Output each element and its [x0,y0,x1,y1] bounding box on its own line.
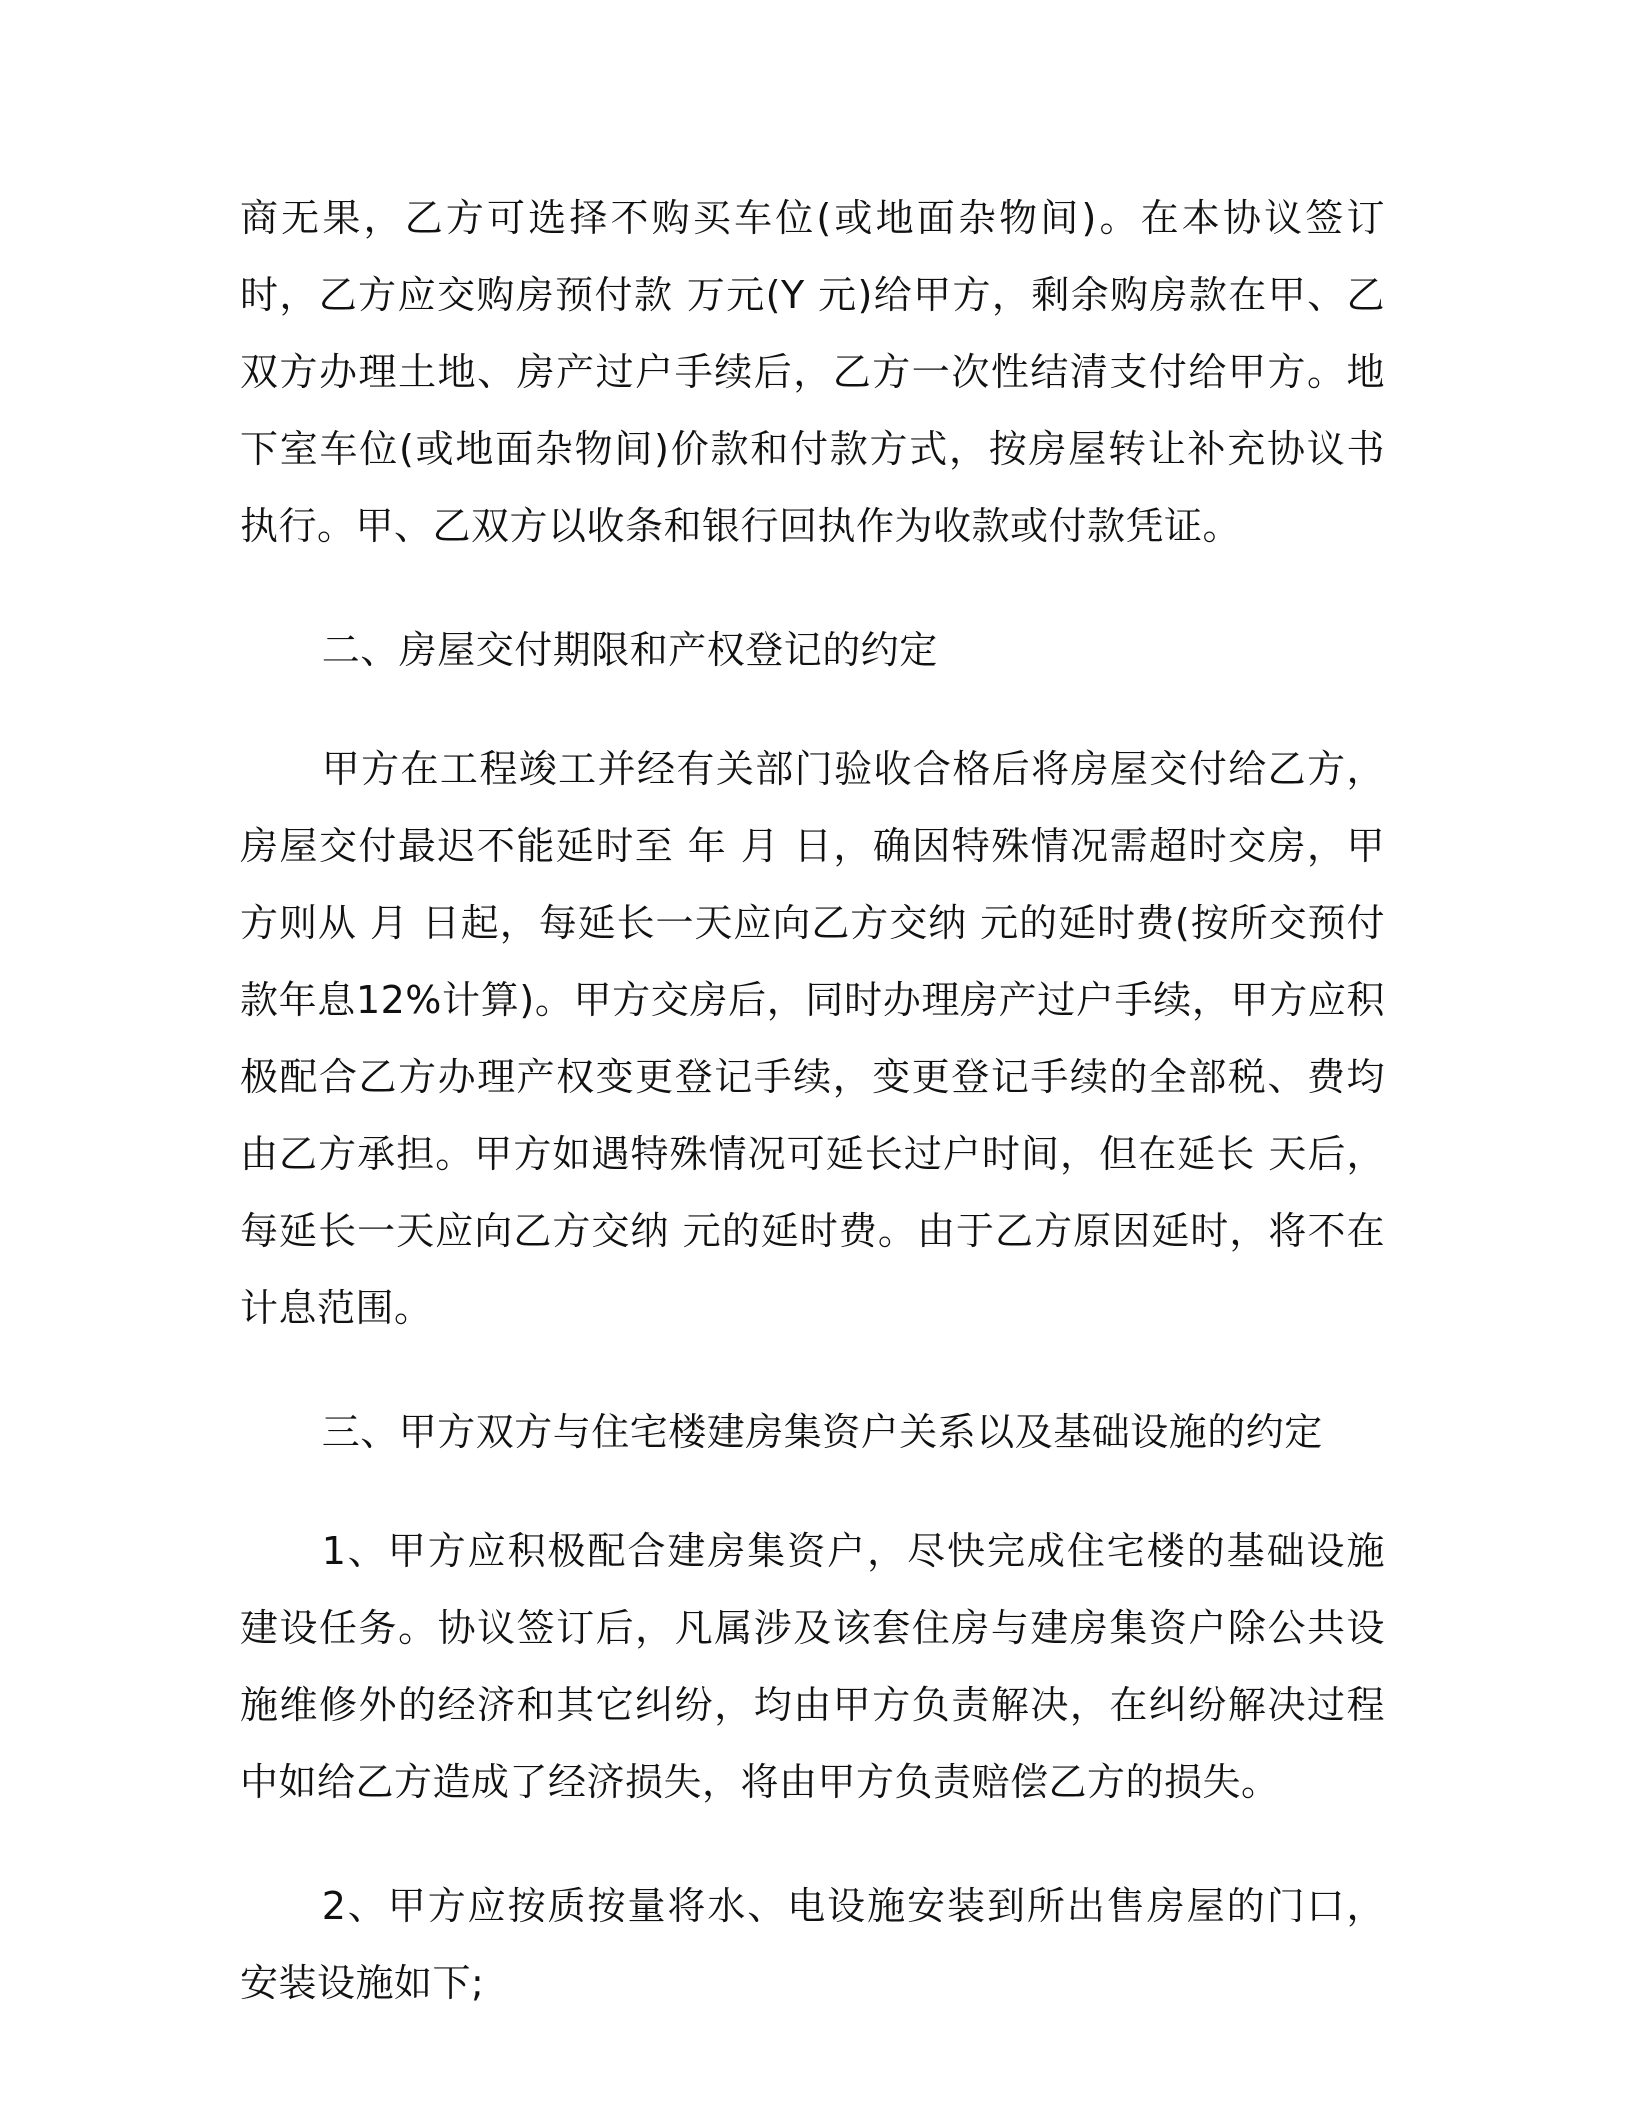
section-2-heading: 二、房屋交付期限和产权登记的约定 [321,628,938,672]
document-body [240,180,1385,2022]
payment-clause-paragraph: 商无果，乙方可选择不购买车位(或地面杂物间)。在本协议签订时，乙方应交购房预付款 万元(Y 元)给甲方，剩余购房款在甲、乙双方办理土地、房产过户手续后，乙方一次性结清支付给甲方。地下室车位(或地面杂物间)价款和付款方式，按房屋转让补充协议书执行。甲、乙双方以收条和银行回执作为收款或付款凭证。 [240,196,1385,548]
clause-3-1-paragraph: 1、甲方应积极配合建房集资户，尽快完成住宅楼的基础设施建设任务。协议签订后，凡属涉及该套住房与建房集资户除公共设施维修外的经济和其它纠纷，均由甲方负责解决，在纠纷解决过程中如给乙方造成了经济损失，将由甲方负责赔偿乙方的损失。 [240,1529,1385,1804]
clause-3-2-paragraph: 2、甲方应按质按量将水、电设施安装到所出售房屋的门口，安装设施如下; [240,1884,1385,2005]
section-3-heading: 三、甲方双方与住宅楼建房集资户关系以及基础设施的约定 [321,1410,1323,1454]
delivery-clause-paragraph: 甲方在工程竣工并经有关部门验收合格后将房屋交付给乙方，房屋交付最迟不能延时至 年 月 日，确因特殊情况需超时交房，甲方则从 月 日起，每延长一天应向乙方交纳 元的延时费(按所交预付款年息12%计算)。甲方交房后，同时办理房产过户手续，甲方应积极配合乙方办理产权变更登记手续，变更登记手续的全部税、费均由乙方承担。甲方如遇特殊情况可延长过户时间，但在延长 天后，每延长一天应向乙方交纳 元的延时费。由于乙方原因延时，将不在计息范围。 [240,747,1385,1330]
